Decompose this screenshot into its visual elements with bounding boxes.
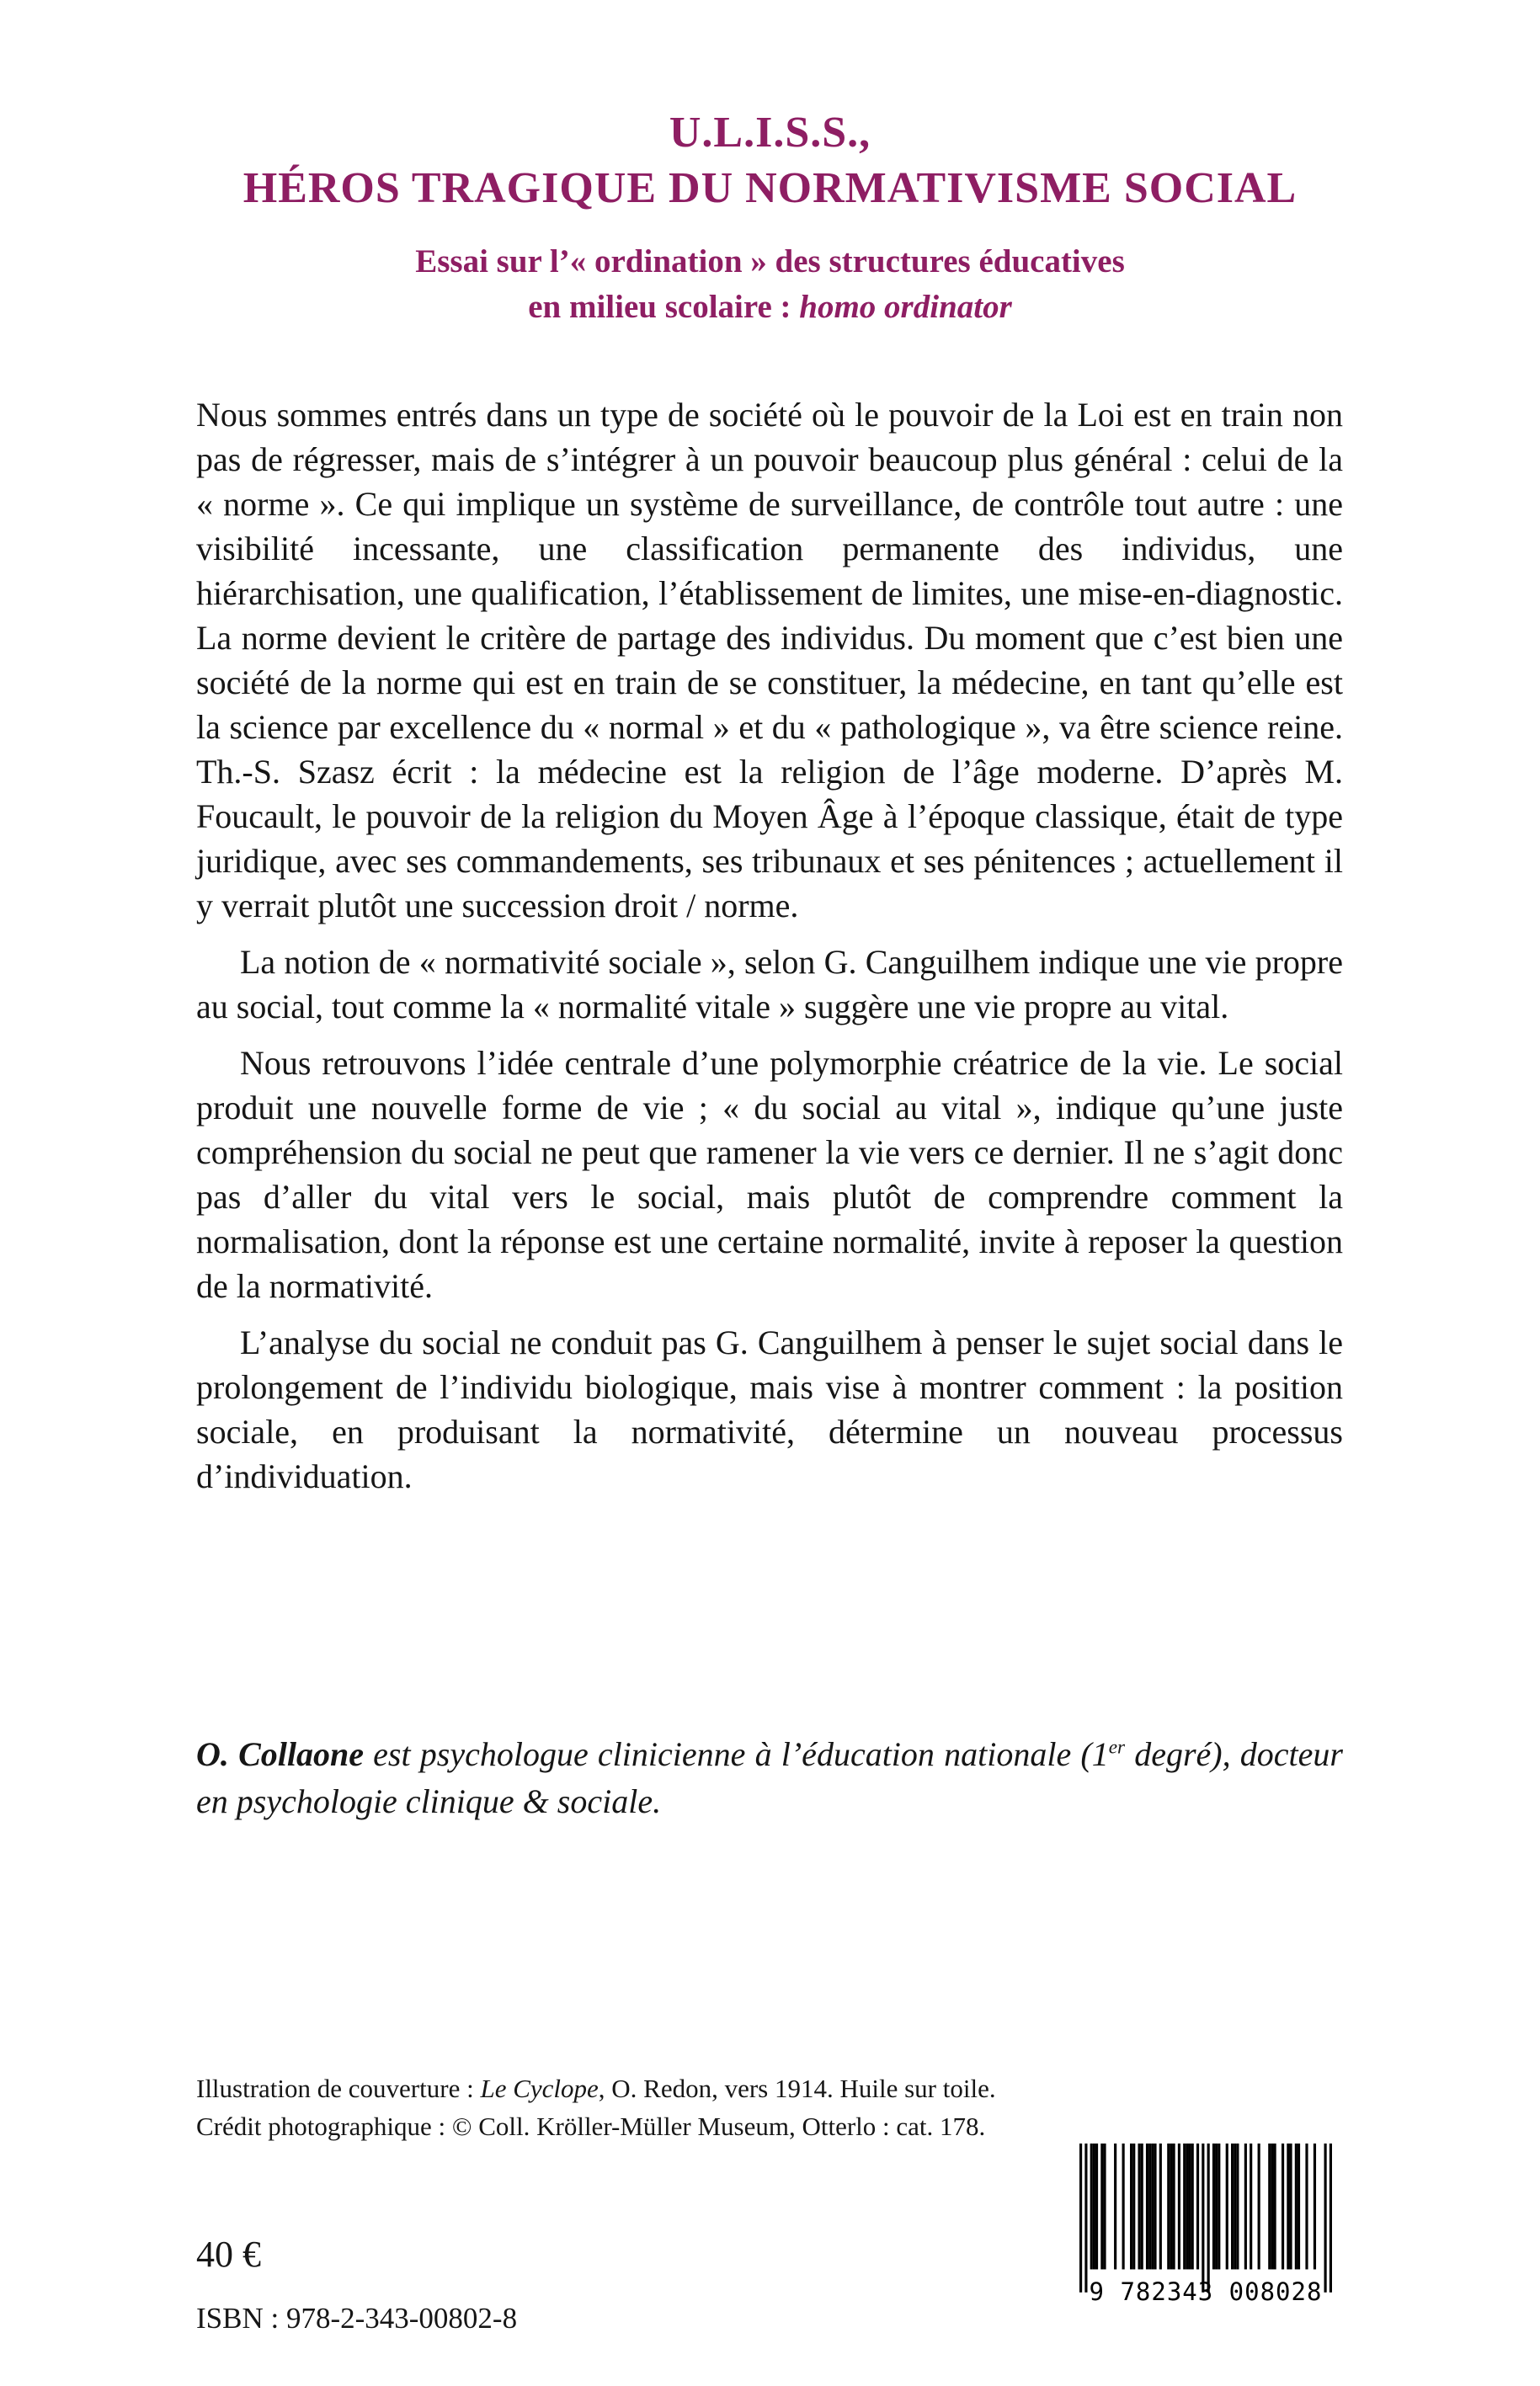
- author-name: O. Collaone: [196, 1735, 364, 1773]
- isbn: ISBN : 978-2-343-00802-8: [196, 2302, 518, 2335]
- paragraph: La notion de « normativité sociale », selon G. Canguilhem indique une vie propre au social, tout comme la « normalité vitale » suggère une vie propre au vital.: [196, 943, 1343, 1025]
- subtitle-line2-latin: homo ordinator: [799, 289, 1012, 325]
- credit-illustration-suffix: , O. Redon, vers 1914. Huile sur toile.: [598, 2074, 996, 2103]
- credit-artwork-title: Le Cyclope: [480, 2074, 599, 2103]
- barcode-number: 9 782343 008028: [1089, 2277, 1323, 2306]
- paragraph: Nous retrouvons l’idée centrale d’une polymorphie créatrice de la vie. Le social produit une nouvelle forme de vie ; « du social au vital », indique qu’une juste compréhension du social ne peut que ramener la vie vers ce dernier. Il ne s’agit donc pas d’aller du vital vers le social, mais plutôt de comprendre comment la normalisation, dont la réponse est une certaine normalité, invite à reposer la question de la normativité.: [196, 1044, 1343, 1305]
- paragraph: L’analyse du social ne conduit pas G. Canguilhem à penser le sujet social dans le prolongement de l’individu biologique, mais vise à montrer comment : la position sociale, en produisant la normativité, détermine un nouveau processus d’individuation.: [196, 1323, 1343, 1495]
- book-subtitle: [0, 239, 1540, 330]
- paragraph: Nous sommes entrés dans un type de société où le pouvoir de la Loi est en train non pas de régresser, mais de s’intégrer à un pouvoir beaucoup plus général : celui de la « norme ». Ce qui implique un système de surveillance, de contrôle tout autre : une visibilité incessante, une classification permanente des individus, une hiérarchisation, une qualification, l’établissement de limites, une mise-en-diagnostic. La norme devient le critère de partage des individus. Du moment que c’est bien une société de la norme qui est en train de se constituer, la médecine, en tant qu’elle est la science par excellence du « normal » et du « pathologique », va être science reine. Th.-S. Szasz écrit : la médecine est la religion de l’âge moderne. D’après M. Foucault, le pouvoir de la religion du Moyen Âge à l’époque classique, était de type juridique, avec ses commandements, ses tribunaux et ses pénitences ; actuellement il y verrait plutôt une succession droit / norme.: [196, 396, 1343, 924]
- credit-illustration-line: [196, 2069, 1122, 2107]
- book-title-line2: HÉROS TRAGIQUE DU NORMATIVISME SOCIAL: [242, 164, 1298, 212]
- back-cover-text: [196, 392, 1343, 1510]
- title-block: [0, 106, 1540, 330]
- subtitle-line2-prefix: en milieu scolaire :: [528, 289, 800, 325]
- barcode: [1079, 2144, 1332, 2306]
- subtitle-line2: [0, 285, 1540, 330]
- credit-illustration-prefix: Illustration de couverture :: [196, 2074, 481, 2103]
- subtitle-line1: Essai sur l’« ordination » des structures éducatives: [415, 243, 1125, 280]
- author-bio: [196, 1731, 1343, 1825]
- book-title-line1: U.L.I.S.S.,: [669, 109, 871, 157]
- barcode-bars-icon: [1079, 2144, 1332, 2293]
- price: 40 €: [196, 2234, 261, 2275]
- bio-superscript: er: [1108, 1736, 1126, 1759]
- cover-credits: [196, 2069, 1122, 2145]
- credit-photo-line: Crédit photographique : © Coll. Kröller-Müller Museum, Otterlo : cat. 178.: [196, 2112, 986, 2141]
- bio-text-after-sup: degré), docteur en psychologie clinique & sociale.: [196, 1735, 1343, 1820]
- bio-text-before-sup: est psychologue clinicienne à l’éducation nationale (1: [363, 1735, 1109, 1773]
